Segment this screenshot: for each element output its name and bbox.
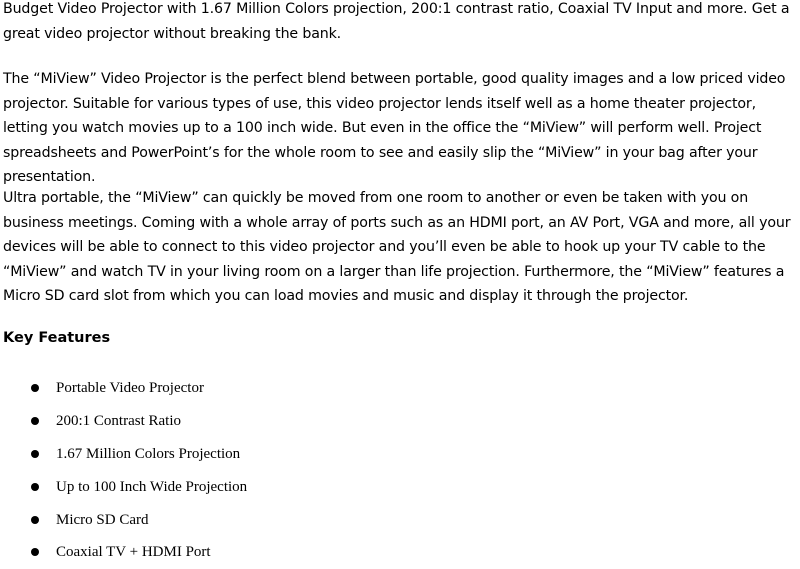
key-features-list	[31, 372, 247, 569]
intro-paragraph: Budget Video Projector with 1.67 Million Colors projection, 200:1 contrast ratio, Coaxial TV Input and more. Get a great video projector without breaking the bank.	[3, 1, 790, 42]
feature-label: Micro SD Card	[56, 511, 149, 528]
bullet-icon	[31, 516, 39, 524]
feature-label: 200:1 Contrast Ratio	[56, 413, 181, 430]
feature-label: Up to 100 Inch Wide Projection	[56, 478, 248, 495]
bullet-icon	[31, 384, 39, 392]
bullet-icon	[31, 417, 39, 425]
feature-label: 1.67 Million Colors Projection	[56, 445, 241, 462]
overview-paragraph: The “MiView” Video Projector is the perfect blend between portable, good quality images and a low priced video projector. Suitable for various types of use, this video projector lends itself well as a home theater projector, letting you watch movies up to a 100 inch wide. But even in the office the “MiView” will perform well. Project spreadsheets and PowerPoint’s for the whole room to see and easily slip the “MiView” in your bag after your presentation.	[3, 71, 786, 186]
bullet-icon	[31, 450, 39, 458]
feature-label: Coaxial TV + HDMI Port	[56, 544, 211, 561]
key-features-heading: Key Features	[3, 330, 111, 346]
list-item	[31, 536, 247, 569]
portability-paragraph: Ultra portable, the “MiView” can quickly be moved from one room to another or even be taken with you on business meetings. Coming with a whole array of ports such as an HDMI port, an AV Port, VGA and more, all your devices will be able to connect to this video projector and you’ll even be able to hook up your TV cable to the “MiView” and watch TV in your living room on a larger than life projection. Furthermore, the “MiView” features a Micro SD card slot from which you can load movies and music and display it through the projector.	[3, 190, 791, 305]
list-item	[31, 438, 247, 471]
list-item	[31, 372, 247, 405]
list-item	[31, 503, 247, 536]
feature-label: Portable Video Projector	[56, 380, 204, 397]
bullet-icon	[31, 548, 39, 556]
bullet-icon	[31, 483, 39, 491]
list-item	[31, 470, 247, 503]
list-item	[31, 405, 247, 438]
